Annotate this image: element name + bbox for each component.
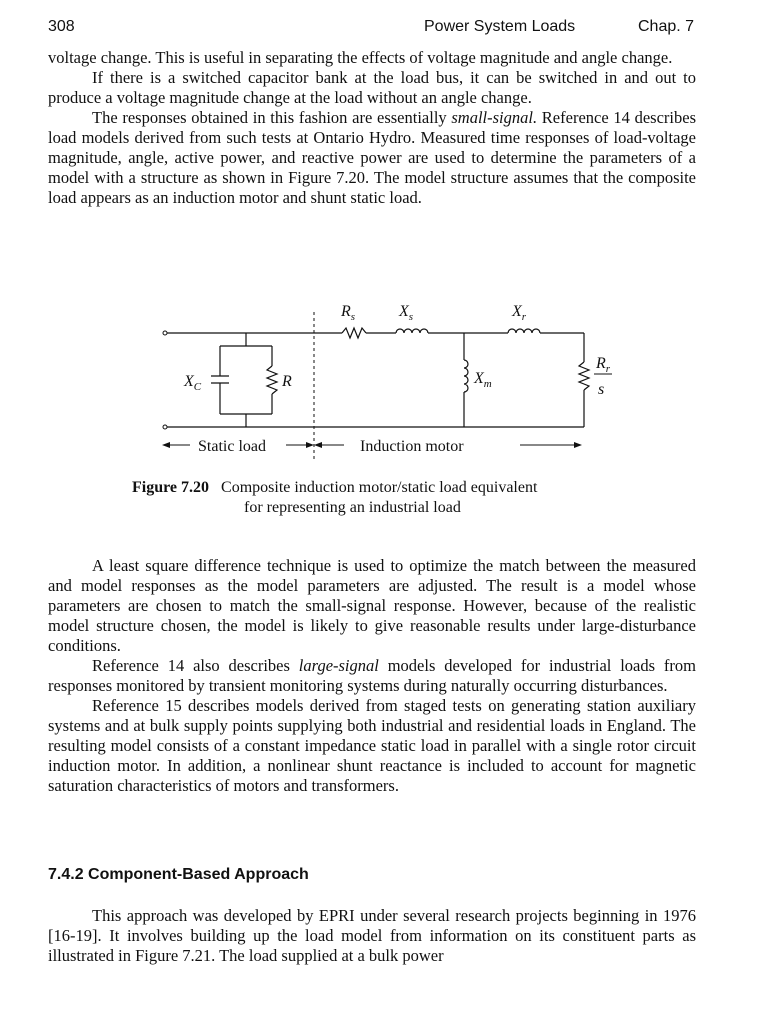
paragraph: Reference 14 also describes large-signal models developed for industrial loads from responses monitored by transient monitoring systems during naturally occurring disturbances. <box>48 656 696 695</box>
bottom-text-block <box>48 556 696 796</box>
r-resistor <box>267 366 277 394</box>
section-heading: 7.4.2 Component-Based Approach <box>48 866 309 883</box>
page-number: 308 <box>48 18 75 35</box>
xm-inductor <box>464 360 468 392</box>
xr-label: $X_r$ <box>512 303 527 323</box>
figure-caption <box>132 478 652 518</box>
slip-label: s <box>598 381 605 398</box>
xs-inductor <box>396 329 428 333</box>
emphasis: large-signal <box>298 656 379 675</box>
caption-number: Figure 7.20 <box>132 479 210 496</box>
terminal-top <box>163 331 167 335</box>
emphasis: small-signal. <box>451 108 538 127</box>
rs-resistor <box>342 328 366 338</box>
paragraph: If there is a switched capacitor bank at the load bus, it can be switched in and out to produce a voltage magnitude change at the load without an angle change. <box>48 68 696 107</box>
r-label: R <box>282 373 292 390</box>
static-load-label: Static load <box>198 438 266 455</box>
caption-line-2: for representing an industrial load <box>244 499 461 516</box>
paragraph: A least square difference technique is used to optimize the match between the measured and model responses as the model parameters are adjusted. The result is a model whose parameters are chosen to match the small-signal response. However, because of the realistic model structure chosen, the model is likely to give reasonable results under large-disturbance conditions. <box>48 556 696 655</box>
xm-label: $X_m$ <box>474 370 492 390</box>
xr-inductor <box>508 329 540 333</box>
induction-motor-label: Induction motor <box>360 438 464 455</box>
rr-resistor <box>579 362 589 390</box>
rr-label: $R_r$ <box>596 355 611 375</box>
paragraph: This approach was developed by EPRI under several research projects beginning in 1976 [16-19]. It involves building up the load model from information on its constituent parts as illustrated in Figure 7.21. The load supplied at a bulk power <box>48 906 696 965</box>
paragraph: The responses obtained in this fashion are essentially small-signal. Reference 14 describes load models derived from such tests at Ontario Hydro. Measured time responses of load-voltage magnitude, angle, active power, and reactive power are used to determine the parameters of a model with a structure as shown in Figure 7.20. The model structure assumes that the composite load appears as an induction motor and shunt static load. <box>48 108 696 207</box>
paragraph: Reference 15 describes models derived from staged tests on generating station auxiliary systems and at bulk supply points supplying both industrial and residential loads in England. The resulting model consists of a constant impedance static load in parallel with a single rotor circuit induction motor. In addition, a nonlinear shunt reactance is included to account for magnetic saturation characteristics of motors and transformers. <box>48 696 696 795</box>
section-text-block <box>48 906 696 966</box>
running-title: Power System Loads <box>424 18 576 35</box>
caption-line-1: Composite induction motor/static load equivalent <box>221 479 538 496</box>
xs-label: $X_s$ <box>399 303 414 323</box>
chapter-label: Chap. 7 <box>638 18 695 35</box>
paragraph: voltage change. This is useful in separating the effects of voltage magnitude and angle change. <box>48 48 673 67</box>
rs-label: $R_s$ <box>341 303 356 323</box>
xc-label: $X_C$ <box>184 373 202 393</box>
terminal-bottom <box>163 425 167 429</box>
